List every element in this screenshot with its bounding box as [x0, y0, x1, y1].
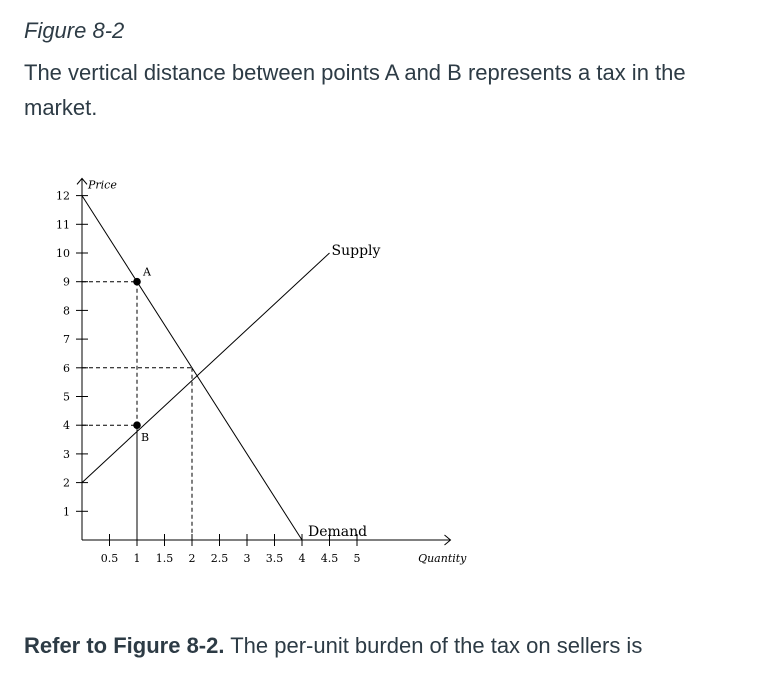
point-a-label: A: [143, 265, 151, 279]
x-tick-label: 3.5: [265, 552, 284, 565]
point-b-label: B: [141, 431, 150, 445]
point-b: [133, 421, 141, 429]
y-tick-label: 2: [63, 476, 70, 490]
y-tick-label: 9: [63, 275, 70, 289]
y-tick-label: 7: [63, 333, 70, 347]
x-tick-label: 1: [133, 552, 141, 565]
point-a: [133, 278, 141, 286]
question-ref: Refer to Figure 8-2.: [24, 633, 225, 658]
y-tick-label: 12: [56, 189, 70, 203]
y-tick-label: 8: [63, 304, 70, 318]
x-axis-label: Quantity: [418, 552, 467, 565]
x-tick-label: 4.5: [320, 552, 339, 565]
supply-demand-chart: [0, 150, 776, 590]
figure-title: Figure 8-2: [24, 18, 125, 43]
question: [24, 633, 642, 659]
x-tick-label: 4: [298, 552, 306, 565]
y-axis-label: Price: [88, 178, 117, 192]
x-tick-label: 3: [243, 552, 251, 565]
y-tick-label: 4: [63, 419, 70, 433]
x-tick-label: 5: [353, 552, 361, 565]
figure-description: The vertical distance between points A and B represents a tax in the market.: [24, 60, 686, 120]
chart-labels: [56, 178, 467, 565]
x-tick-label: 1.5: [155, 552, 174, 565]
x-tick-label: 2: [188, 552, 196, 565]
y-tick-label: 10: [56, 247, 70, 260]
x-tick-label: 0.5: [100, 552, 119, 565]
y-tick-label: 6: [63, 361, 70, 375]
demand-label: Demand: [308, 524, 368, 540]
y-tick-label: 3: [63, 447, 70, 461]
y-tick-label: 1: [63, 505, 70, 519]
supply-label: Supply: [331, 243, 381, 259]
guide-lines: [82, 282, 192, 540]
axes: [76, 178, 451, 546]
y-tick-label: 5: [63, 390, 70, 404]
y-tick-label: 11: [56, 218, 70, 232]
x-tick-label: 2.5: [210, 552, 229, 565]
question-text: The per-unit burden of the tax on sellers is: [230, 633, 643, 658]
